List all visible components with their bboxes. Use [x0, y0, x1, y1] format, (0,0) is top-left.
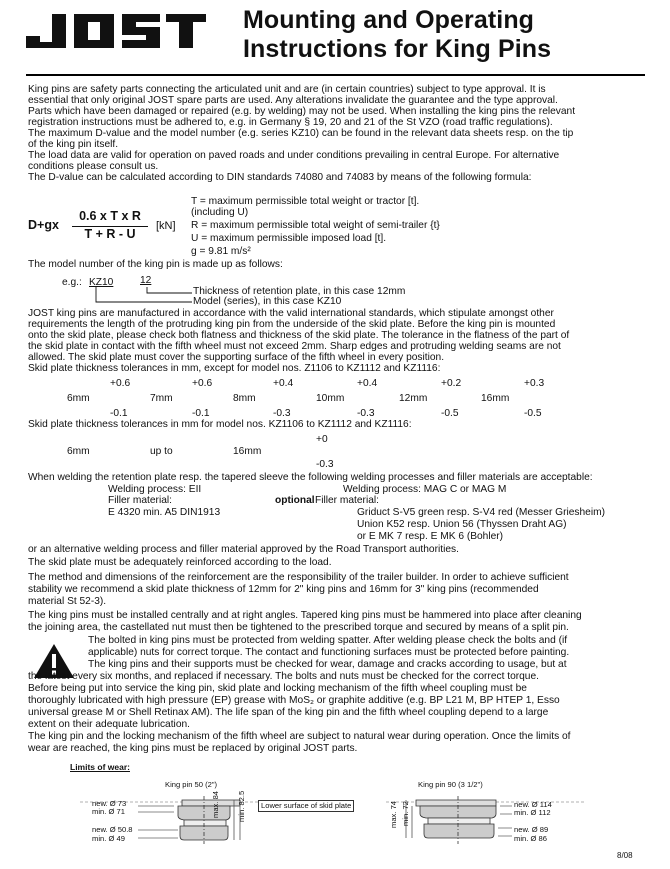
tol1-size: 8mm: [233, 393, 256, 404]
tol1-plus: +0.6: [110, 378, 131, 389]
intro-line: The D-value can be calculated according to DIN standards 74080 and 74083 by means of the following formula:: [28, 172, 532, 183]
para2-line: Skid plate thickness tolerances in mm, except for model nos. Z1106 to KZ1112 and KZ1116:: [28, 363, 441, 374]
intro-line: essential that only original JOST spare parts are used. Any alterations invalidate the guarantee and the type approval.: [28, 95, 558, 106]
warning-line: The bolted in king pins must be protected from welding spatter. After welding please check the bolts and (if: [88, 635, 568, 646]
weld-intro: When welding the retention plate resp. the tapered sleeve the following welding processes and filler materials are acceptable:: [28, 472, 593, 483]
formula-unit: [kN]: [156, 220, 176, 232]
tol1-minus: -0.1: [192, 408, 210, 419]
tol1-plus: +0.4: [357, 378, 378, 389]
right-pin-drawing: [386, 792, 586, 854]
tol1-plus: +0.4: [273, 378, 294, 389]
intro-line: conditions please consult us.: [28, 161, 159, 172]
left-dim-max: max. 84: [211, 790, 220, 818]
weld-right-spec: Union K52 resp. Union 56 (Thyssen Draht AG): [357, 519, 567, 530]
tol1-plus: +0.2: [441, 378, 462, 389]
para3-line: or an alternative welding process and filler material approved by the Road Transport authorities.: [28, 544, 459, 555]
para2-line: onto the skid plate, please check both flatness and thickness of the skid plate. The tolerance in the flatness of the part of: [28, 330, 570, 341]
para3-line: The skid plate must be adequately reinforced according to the load.: [28, 557, 332, 568]
intro-line: Parts which have been damaged or repaired (e.g. by welding) may not be used. When installing the king pins the relevant: [28, 106, 576, 117]
formula-numerator: 0.6 x T x R: [79, 209, 141, 223]
tol1-size: 12mm: [399, 393, 428, 404]
formula-def: R = maximum permissible total weight of semi-trailer {t}: [191, 220, 440, 231]
formula-denominator: T + R - U: [84, 227, 136, 241]
left-bot-min: min. Ø 49: [92, 834, 125, 843]
weld-left-process: Welding process: EII: [108, 484, 202, 495]
right-bot-new: new. Ø 89: [514, 825, 549, 834]
tol2-plus: +0: [316, 434, 328, 445]
para4-line: extent on their adequate lubrication.: [28, 719, 190, 730]
intro-line: King pins are safety parts connecting the articulated unit and are (in certain countries) subject to type approval. It is: [28, 84, 546, 95]
title-line-1: Mounting and Operating: [243, 6, 535, 34]
model-code: KZ10: [89, 277, 114, 288]
tol2-size-b: 16mm: [233, 446, 262, 457]
model-thickness: 12: [140, 275, 152, 286]
para3-line: The king pins must be installed centrally and at right angles. Tapered king pins must be hammered into place after cleaning: [28, 610, 582, 621]
para4-line: Before being put into service the king pin, skid plate and locking mechanism of the fifth wheel coupling must be: [28, 683, 527, 694]
weld-right-filler: Filler material:: [315, 495, 379, 506]
tol1-minus: -0.1: [110, 408, 128, 419]
para4-line: The king pin and the locking mechanism of the fifth wheel are subject to natural wear during operation. Once the limits of: [28, 731, 571, 742]
tol1-minus: -0.5: [524, 408, 542, 419]
page-title: [243, 6, 551, 64]
tol2-size-a: 6mm: [67, 446, 90, 457]
weld-left-filler: Filler material:: [108, 495, 172, 506]
weld-left-spec: E 4320 min. A5 DIN1913: [108, 507, 221, 518]
weld-right-process: Welding process: MAG C or MAG M: [343, 484, 507, 495]
footer-code: 8/08: [617, 851, 633, 860]
warning-line: The king pins and their supports must be checked for wear, damage and cracks according to usage, but at: [88, 659, 567, 670]
warning-line: applicable) nuts for correct torque. The contact and functioning surfaces must be protected before painting.: [88, 647, 570, 658]
title-line-2: Instructions for King Pins: [243, 35, 552, 63]
tol1-minus: -0.5: [441, 408, 459, 419]
header-rule: [26, 74, 645, 76]
intro-line: The maximum D-value and the model number (e.g. series KZ10) can be found in the relevant data sheets resp. on the tip: [28, 128, 574, 139]
intro-line: registration instructions must be adhered to, e.g. in Germany § 19, 20 and 21 of the St VZO (road traffic regulations).: [28, 117, 553, 128]
formula-lhs: D+gx: [28, 218, 59, 232]
para4-line: the latest every six months, and replaced if necessary. The bolts and nuts must be checked for the correct torque.: [28, 671, 539, 682]
tol2-minus: -0.3: [316, 459, 334, 470]
model-intro: The model number of the king pin is made up as follows:: [28, 259, 283, 270]
wear-heading: Limits of wear:: [70, 762, 130, 772]
left-top-min: min. Ø 71: [92, 807, 125, 816]
tol1-size: 10mm: [316, 393, 345, 404]
formula-def: (including U): [191, 207, 249, 218]
right-bot-min: min. Ø 86: [514, 834, 547, 843]
thickness-note: Thickness of retention plate, in this case 12mm: [193, 286, 406, 297]
para3-line: material St 52-3).: [28, 596, 107, 607]
para3-line: the joining area, the castellated nut must then be tightened to the prescribed torque and secured by means of a split pin.: [28, 622, 569, 633]
right-dim-min: min. 72: [401, 801, 410, 826]
formula-def: g = 9.81 m/s²: [191, 246, 251, 257]
para4-line: universal grease M or Shell Retinax AM). The life span of the king pin and the fifth wheel coupling depend to a large: [28, 707, 549, 718]
right-dim-max: max. 74: [389, 800, 398, 828]
intro-line: of the king pin itself.: [28, 139, 119, 150]
series-note: Model (series), in this case KZ10: [193, 296, 342, 307]
weld-right-spec: or E MK 7 resp. E MK 6 (Bohler): [357, 531, 504, 542]
tol2-upto: up to: [150, 446, 173, 457]
formula-def: T = maximum permissible total weight or tractor [t].: [191, 196, 420, 207]
para2-line: JOST king pins are manufactured in accordance with the valid international standards, which stipulate amongst other: [28, 308, 554, 319]
para2-line: requirements the length of the protruding king pin from the underside of the skid plate. Before the king pin is mounted: [28, 319, 556, 330]
weld-right-spec: Griduct S-V5 green resp. S-V4 red (Messer Griesheim): [357, 507, 605, 518]
tol1-minus: -0.3: [357, 408, 375, 419]
para3-line: The method and dimensions of the reinforcement are the responsibility of the trailer builder. In order to achieve sufficient: [28, 572, 569, 583]
tol1-plus: +0.3: [524, 378, 545, 389]
right-top-new: new. Ø 114: [514, 800, 552, 809]
weld-optional: optional: [275, 495, 315, 506]
model-leader-lines: [92, 287, 192, 305]
para4-line: thoroughly lubricated with high pressure (EP) grease with MoS₂ or graphite additive (e.g. BP L21 M, BP HTEP 1, Esso: [28, 695, 560, 706]
left-dim-min: min. 82.5: [237, 790, 246, 822]
formula-def: U = maximum permissible imposed load [t].: [191, 233, 387, 244]
tol1-size: 6mm: [67, 393, 90, 404]
left-bot-new: new. Ø 50.8: [92, 825, 133, 834]
tol2-intro: Skid plate thickness tolerances in mm for model nos. KZ1106 to KZ1112 and KZ1116:: [28, 419, 412, 430]
para2-line: allowed. The skid plate must cover the supporting surface of the fifth wheel in every position.: [28, 352, 445, 363]
tol1-size: 16mm: [481, 393, 510, 404]
right-top-min: min. Ø 112: [514, 808, 551, 817]
para3-line: stability we recommend a skid plate thickness of 12mm for 2" king pins and 16mm for 3" king pins (recommended: [28, 584, 539, 595]
para2-line: the skid plate in contact with the fifth wheel must not exceed 2mm. Sharp edges and protruding welding seams are not: [28, 341, 561, 352]
tol1-plus: +0.6: [192, 378, 213, 389]
para4-line: wear are reached, the king pins must be replaced by original JOST parts.: [28, 743, 358, 754]
tol1-minus: -0.3: [273, 408, 291, 419]
skid-plate-label: Lower surface of skid plate: [258, 800, 354, 812]
model-eg: e.g.:: [62, 277, 82, 288]
tol1-size: 7mm: [150, 393, 173, 404]
left-top-new: new. Ø 73: [92, 799, 127, 808]
intro-line: The load data are valid for operation on paved roads and under conditions prevailing in central Europe. For alternative: [28, 150, 560, 161]
jost-logo: [26, 14, 206, 48]
right-pin-title: King pin 90 (3 1/2"): [418, 780, 483, 789]
left-pin-title: King pin 50 (2"): [165, 780, 218, 789]
